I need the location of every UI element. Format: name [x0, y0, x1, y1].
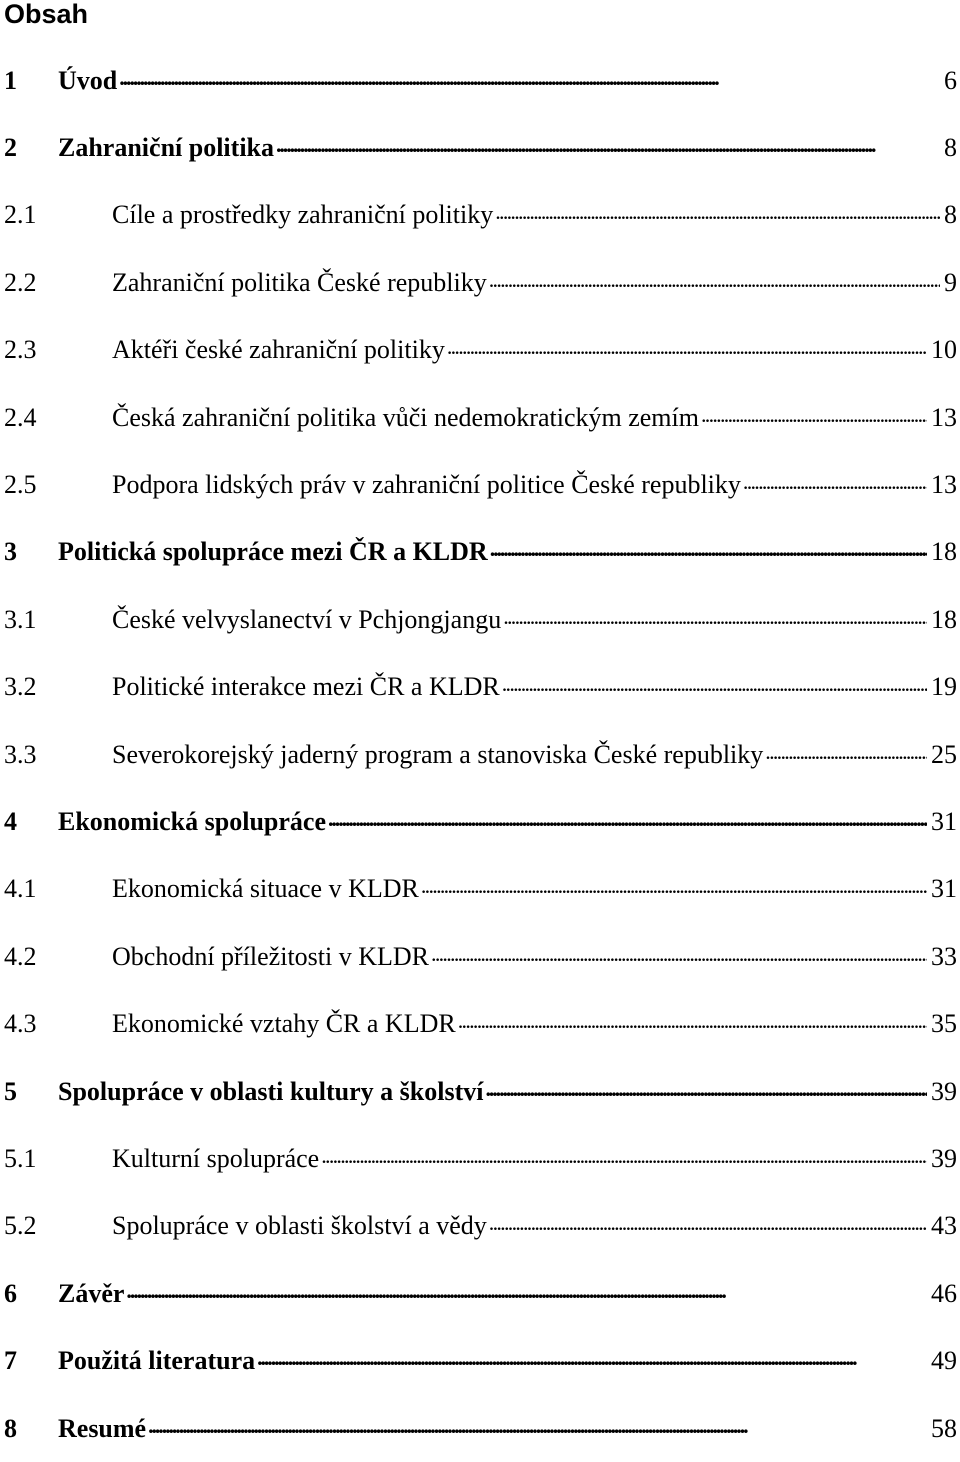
toc-section-entry[interactable] — [0, 990, 960, 1057]
toc-entry-page-number: 13 — [931, 470, 957, 500]
toc-dot-leader — [431, 945, 927, 965]
toc-entry-page-number: 8 — [944, 133, 957, 163]
table-of-contents — [0, 47, 960, 1462]
toc-entry-body — [58, 1414, 957, 1444]
toc-chapter-entry[interactable] — [0, 519, 960, 586]
toc-entry-body — [58, 1346, 957, 1376]
toc-entry-title: Zahraniční politika České republiky — [112, 267, 487, 297]
toc-entry-title: Úvod — [58, 65, 118, 95]
toc-entry-title: Spolupráce v oblasti kultury a školství — [58, 1076, 484, 1106]
toc-entry-page-number: 49 — [931, 1346, 957, 1376]
toc-section-entry[interactable] — [0, 317, 960, 384]
toc-entry-title: Spolupráce v oblasti školství a vědy — [112, 1211, 487, 1241]
toc-entry-page-number: 13 — [931, 402, 957, 432]
toc-entry-title: Politické interakce mezi ČR a KLDR — [112, 672, 500, 702]
toc-entry-title: Kulturní spolupráce — [112, 1143, 320, 1173]
toc-chapter-entry[interactable] — [0, 47, 960, 114]
toc-entry-title: Zahraniční politika — [58, 133, 274, 163]
toc-dot-leader — [119, 69, 940, 89]
toc-entry-number: 1 — [4, 65, 17, 95]
toc-chapter-entry[interactable] — [0, 1395, 960, 1462]
toc-entry-page-number: 18 — [931, 537, 957, 567]
toc-dot-leader — [257, 1349, 927, 1369]
toc-section-entry[interactable] — [0, 721, 960, 788]
toc-dot-leader — [701, 406, 927, 426]
toc-entry-body — [58, 66, 957, 96]
toc-dot-leader — [458, 1012, 927, 1032]
toc-entry-page-number: 43 — [931, 1211, 957, 1241]
toc-section-entry[interactable] — [0, 182, 960, 249]
toc-entry-page-number: 39 — [931, 1143, 957, 1173]
toc-section-entry[interactable] — [0, 923, 960, 990]
toc-entry-body — [58, 807, 957, 837]
toc-entry-body — [112, 200, 957, 230]
toc-entry-number: 7 — [4, 1346, 17, 1376]
toc-chapter-entry[interactable] — [0, 1260, 960, 1327]
toc-dot-leader — [485, 1080, 927, 1100]
toc-entry-title: Obchodní příležitosti v KLDR — [112, 941, 430, 971]
toc-entry-page-number: 31 — [931, 806, 957, 836]
toc-dot-leader — [126, 1282, 927, 1302]
toc-entry-title: Politická spolupráce mezi ČR a KLDR — [58, 537, 488, 567]
toc-section-entry[interactable] — [0, 384, 960, 451]
toc-chapter-entry[interactable] — [0, 788, 960, 855]
toc-section-entry[interactable] — [0, 249, 960, 316]
toc-entry-title: Závěr — [58, 1278, 125, 1308]
toc-entry-number: 4.2 — [4, 941, 37, 971]
toc-section-entry[interactable] — [0, 856, 960, 923]
toc-entry-body — [112, 470, 957, 500]
toc-dot-leader — [489, 271, 940, 291]
toc-section-entry[interactable] — [0, 654, 960, 721]
toc-entry-title: Použitá literatura — [58, 1346, 256, 1376]
toc-entry-body — [112, 403, 957, 433]
toc-dot-leader — [495, 203, 940, 223]
toc-entry-page-number: 10 — [931, 335, 957, 365]
toc-entry-number: 4 — [4, 806, 17, 836]
toc-entry-body — [58, 537, 957, 567]
toc-dot-leader — [503, 608, 927, 628]
toc-dot-leader — [328, 810, 927, 830]
toc-entry-body — [112, 605, 957, 635]
toc-entry-title: Ekonomická situace v KLDR — [112, 874, 419, 904]
toc-entry-body — [112, 268, 957, 298]
toc-entry-number: 5.2 — [4, 1211, 37, 1241]
toc-chapter-entry[interactable] — [0, 1058, 960, 1125]
toc-entry-page-number: 33 — [931, 941, 957, 971]
toc-dot-leader — [489, 1214, 927, 1234]
toc-entry-title: Podpora lidských práv v zahraniční politice České republiky — [112, 470, 741, 500]
toc-entry-body — [112, 942, 957, 972]
toc-entry-title: Česká zahraniční politika vůči nedemokratickým zemím — [112, 402, 699, 432]
toc-entry-body — [112, 1144, 957, 1174]
toc-entry-body — [58, 133, 957, 163]
toc-section-entry[interactable] — [0, 586, 960, 653]
toc-entry-body — [112, 672, 957, 702]
toc-dot-leader — [321, 1147, 927, 1167]
toc-entry-title: Ekonomická spolupráce — [58, 806, 326, 836]
toc-dot-leader — [447, 338, 927, 358]
toc-entry-number: 2 — [4, 133, 17, 163]
toc-entry-number: 2.5 — [4, 470, 37, 500]
toc-entry-number: 2.1 — [4, 200, 37, 230]
toc-entry-number: 8 — [4, 1413, 17, 1443]
toc-section-entry[interactable] — [0, 451, 960, 518]
toc-entry-body — [112, 874, 957, 904]
toc-entry-title: České velvyslanectví v Pchjongjangu — [112, 604, 502, 634]
toc-dot-leader — [421, 877, 927, 897]
toc-entry-number: 3 — [4, 537, 17, 567]
toc-entry-body — [58, 1077, 957, 1107]
toc-chapter-entry[interactable] — [0, 1327, 960, 1394]
toc-entry-page-number: 39 — [931, 1076, 957, 1106]
toc-entry-page-number: 25 — [931, 739, 957, 769]
toc-entry-page-number: 6 — [944, 65, 957, 95]
toc-entry-page-number: 35 — [931, 1009, 957, 1039]
toc-entry-body — [112, 740, 957, 770]
toc-entry-body — [58, 1279, 957, 1309]
toc-dot-leader — [765, 743, 927, 763]
toc-entry-number: 3.3 — [4, 739, 37, 769]
toc-entry-number: 3.2 — [4, 672, 37, 702]
toc-entry-number: 5.1 — [4, 1143, 37, 1173]
toc-entry-title: Ekonomické vztahy ČR a KLDR — [112, 1009, 456, 1039]
toc-entry-number: 5 — [4, 1076, 17, 1106]
toc-dot-leader — [148, 1417, 927, 1437]
toc-entry-number: 6 — [4, 1278, 17, 1308]
toc-entry-page-number: 31 — [931, 874, 957, 904]
toc-entry-number: 3.1 — [4, 604, 37, 634]
toc-entry-number: 2.2 — [4, 267, 37, 297]
toc-entry-title: Aktéři české zahraniční politiky — [112, 335, 445, 365]
toc-entry-body — [112, 335, 957, 365]
toc-entry-number: 4.3 — [4, 1009, 37, 1039]
toc-entry-page-number: 9 — [944, 267, 957, 297]
toc-section-entry[interactable] — [0, 1193, 960, 1260]
toc-dot-leader — [743, 473, 927, 493]
toc-entry-page-number: 58 — [931, 1413, 957, 1443]
toc-chapter-entry[interactable] — [0, 114, 960, 181]
toc-entry-body — [112, 1211, 957, 1241]
toc-entry-title: Cíle a prostředky zahraniční politiky — [112, 200, 494, 230]
toc-entry-title: Resumé — [58, 1413, 147, 1443]
toc-entry-page-number: 46 — [931, 1278, 957, 1308]
toc-entry-number: 2.4 — [4, 402, 37, 432]
toc-entry-page-number: 8 — [944, 200, 957, 230]
toc-dot-leader — [502, 675, 927, 695]
toc-dot-leader — [490, 540, 927, 560]
toc-entry-page-number: 19 — [931, 672, 957, 702]
toc-entry-number: 4.1 — [4, 874, 37, 904]
toc-entry-body — [112, 1009, 957, 1039]
toc-entry-page-number: 18 — [931, 604, 957, 634]
toc-entry-number: 2.3 — [4, 335, 37, 365]
toc-heading: Obsah — [4, 0, 89, 29]
toc-dot-leader — [276, 136, 940, 156]
toc-entry-title: Severokorejský jaderný program a stanoviska České republiky — [112, 739, 764, 769]
toc-section-entry[interactable] — [0, 1125, 960, 1192]
